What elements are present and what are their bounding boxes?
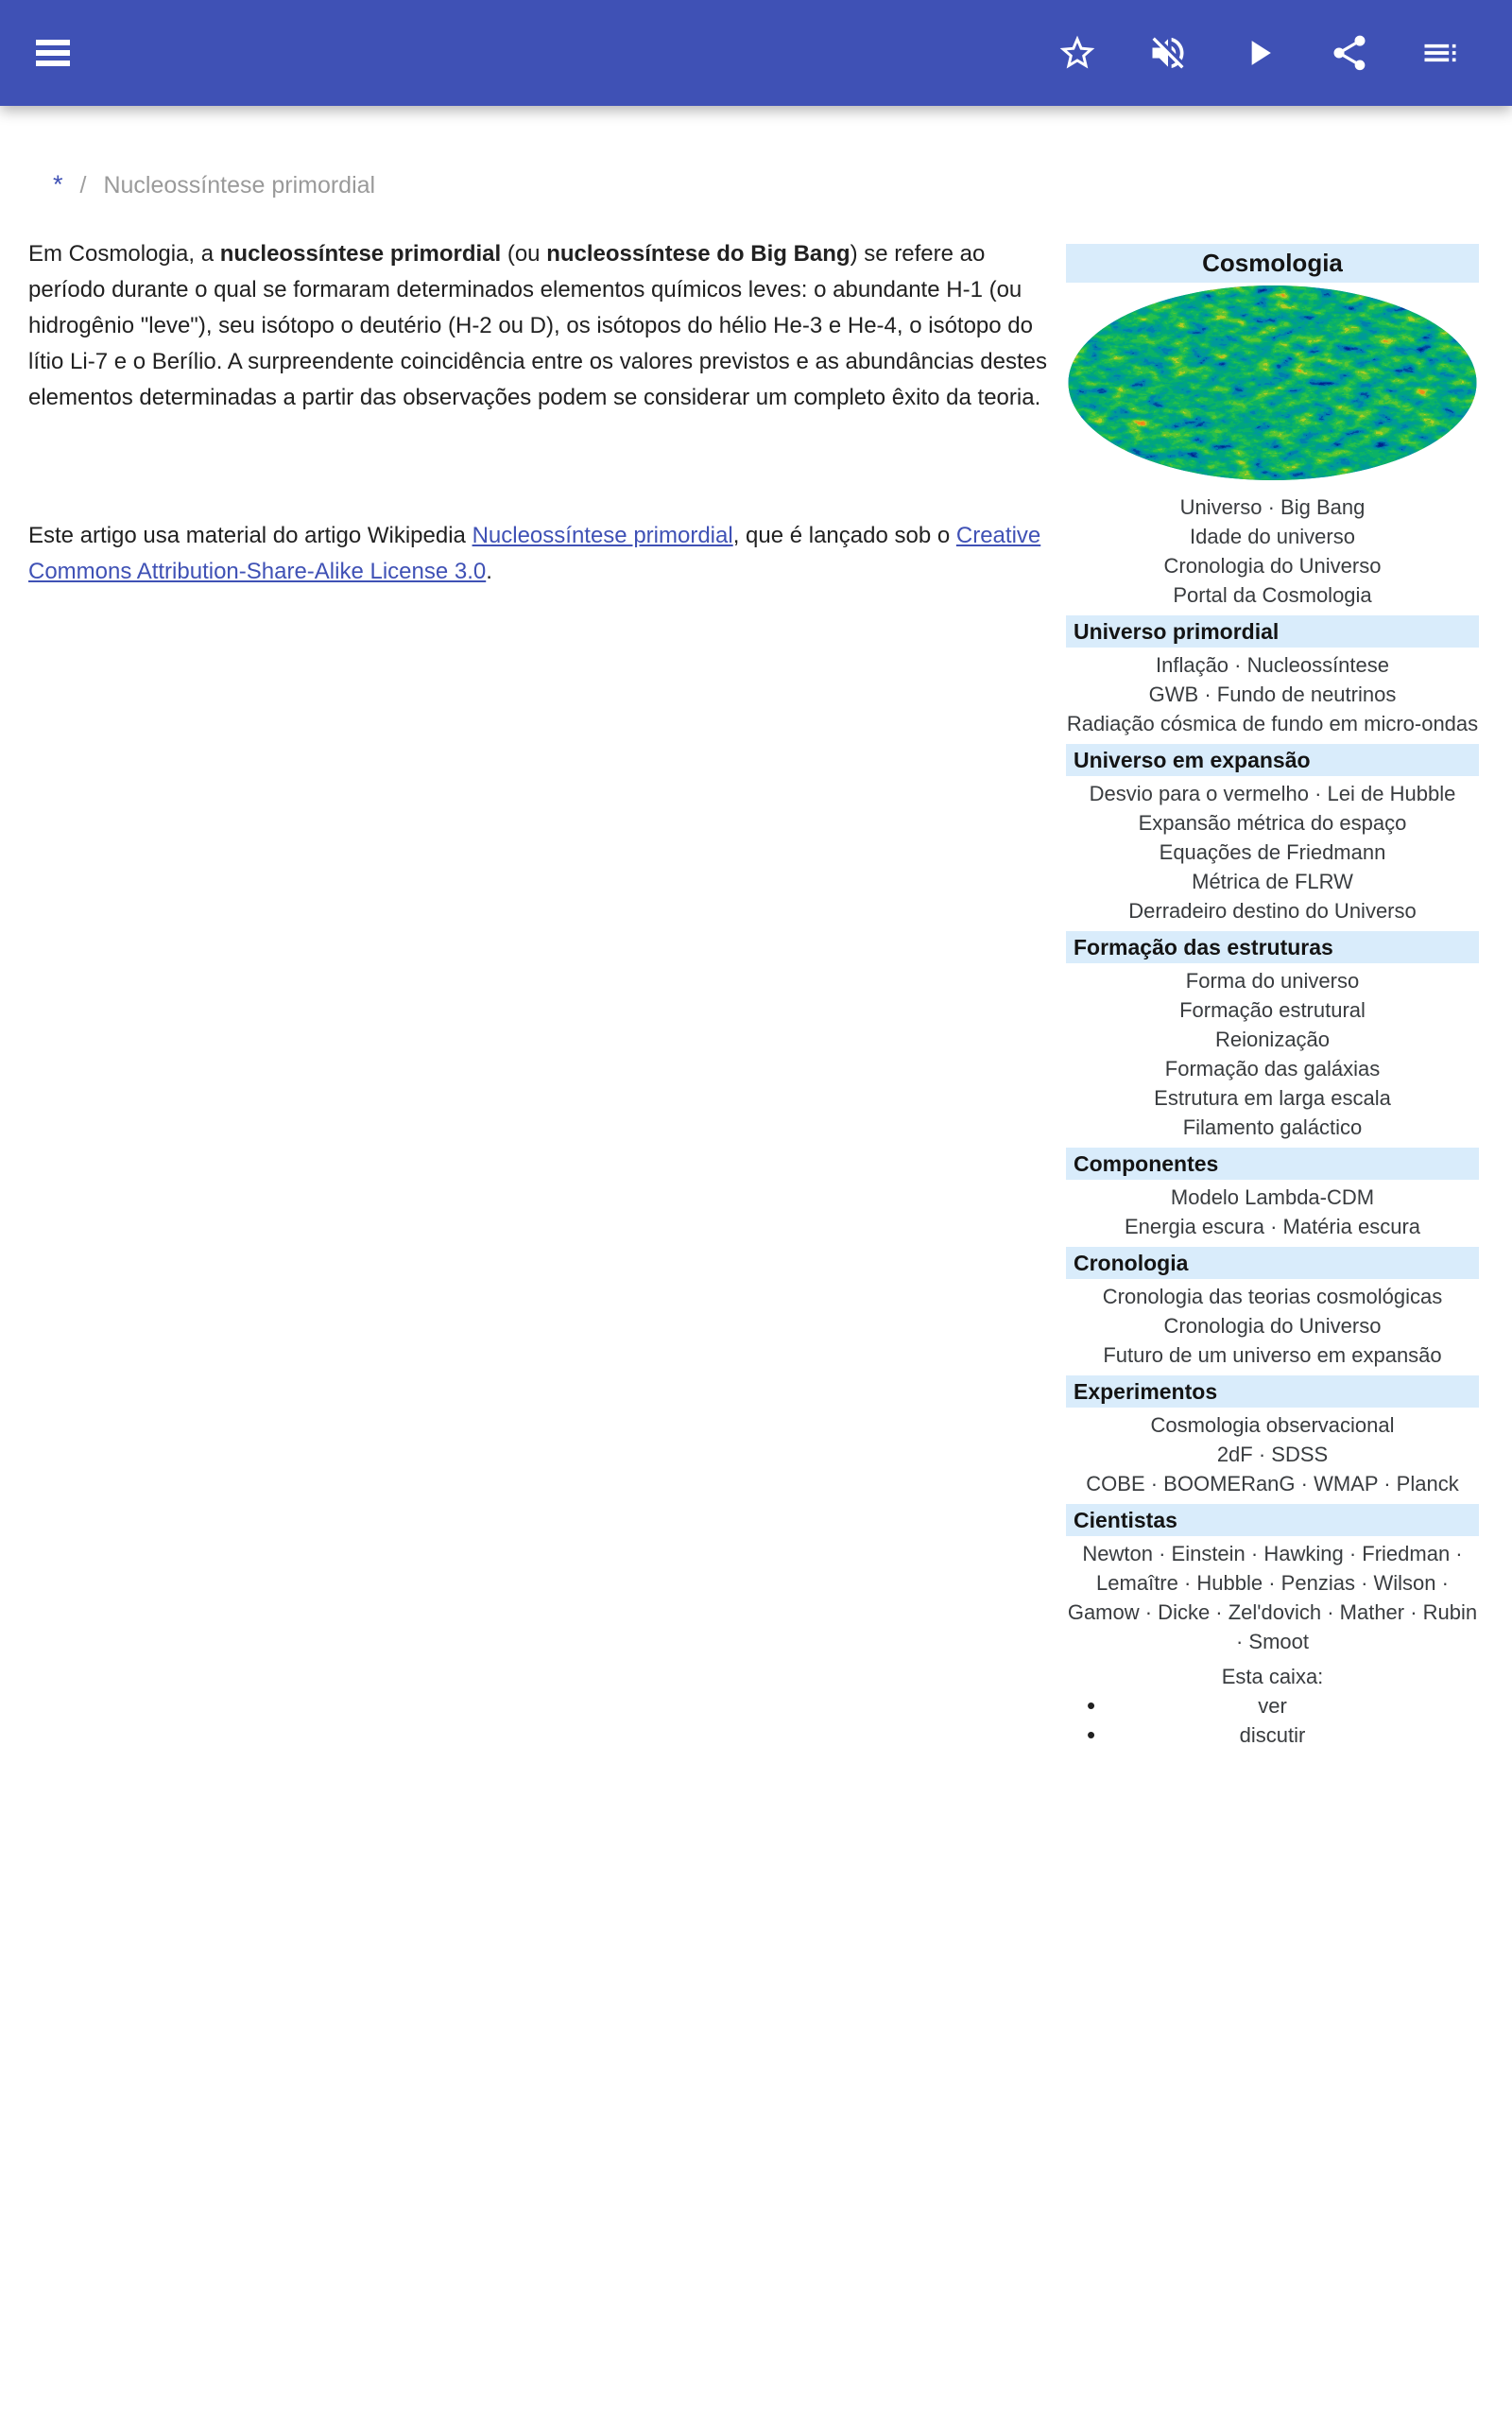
share-icon bbox=[1329, 32, 1370, 74]
paragraph-text: Em Cosmologia, a bbox=[28, 241, 220, 267]
infobox-footer-item-discutir[interactable]: • discutir bbox=[1066, 1720, 1479, 1750]
mute-button[interactable] bbox=[1147, 32, 1189, 74]
sidebar-link-line[interactable]: GWB · Fundo de neutrinos bbox=[1148, 683, 1397, 706]
sidebar-link-line[interactable]: Energia escura · Matéria escura bbox=[1124, 1215, 1421, 1238]
favorite-button[interactable] bbox=[1057, 32, 1098, 74]
sidebar-link-line[interactable]: Modelo Lambda-CDM bbox=[1170, 1185, 1375, 1209]
menu-button[interactable] bbox=[36, 40, 70, 66]
sidebar-link-line[interactable]: Newton · Einstein · Hawking · Friedman · Lemaître · Hubble · Penzias · Wilson · Gamow · Dicke · Zel'dovich · Mather · Rubin · Smoot bbox=[1067, 1542, 1478, 1653]
sidebar-link-line[interactable]: Equações de Friedmann bbox=[1159, 840, 1386, 864]
sidebar-link-line[interactable]: Derradeiro destino do Universo bbox=[1128, 899, 1417, 923]
play-button[interactable] bbox=[1238, 32, 1280, 74]
breadcrumb-separator: / bbox=[79, 172, 87, 199]
sidebar-link-line[interactable]: Cosmologia observacional bbox=[1150, 1413, 1395, 1437]
wikipedia-article-link[interactable]: Nucleossíntese primordial bbox=[472, 523, 733, 548]
sidebar-link-line[interactable]: Métrica de FLRW bbox=[1192, 870, 1353, 893]
section-header-universo-primordial: Universo primordial bbox=[1066, 615, 1479, 648]
sidebar-link-line[interactable]: Portal da Cosmologia bbox=[1173, 583, 1372, 607]
license-link[interactable]: Creative Commons Attribution-Share-Alike License 3.0 bbox=[28, 523, 1041, 584]
sidebar-link-line[interactable]: Desvio para o vermelho · Lei de Hubble bbox=[1089, 782, 1456, 805]
cmb-map-image bbox=[1066, 283, 1479, 483]
sidebar-link-line[interactable]: Cronologia do Universo bbox=[1163, 1314, 1382, 1338]
sidebar-link-line[interactable]: COBE · BOOMERanG · WMAP · Planck bbox=[1086, 1472, 1459, 1495]
sidebar-link-line[interactable]: Cronologia das teorias cosmológicas bbox=[1102, 1285, 1443, 1308]
app-bar bbox=[0, 0, 1512, 106]
toc-icon bbox=[1419, 32, 1461, 74]
sidebar-link-line[interactable]: Forma do universo bbox=[1185, 969, 1360, 993]
play-icon bbox=[1238, 32, 1280, 74]
section-header-universo-em-expansao: Universo em expansão bbox=[1066, 744, 1479, 776]
section-header-experimentos: Experimentos bbox=[1066, 1375, 1479, 1408]
section-header-formacao-das-estruturas: Formação das estruturas bbox=[1066, 931, 1479, 963]
cosmology-infobox bbox=[1066, 244, 1479, 1750]
sidebar-link-line[interactable]: Universo · Big Bang bbox=[1179, 495, 1366, 519]
article-paragraph: Em Cosmologia, a nucleossíntese primordial (ou nucleossíntese do Big Bang) se refere ao período durante o qual se formaram determinados elementos químicos leves: o abundante H-1 (ou hidrogênio "leve"), seu isótopo o deutério (H-2 ou D), os isótopos do hélio He-3 e He-4, o isótopo do lítio Li-7 e o Berílio. A surpreendente coincidência entre os valores previstos e as abundâncias destes elementos determinadas a partir das observações podem se considerar um completo êxito da teoria. bbox=[28, 241, 1047, 410]
infobox-footer-item-ver[interactable]: • ver bbox=[1066, 1691, 1479, 1720]
star-outline-icon bbox=[1057, 32, 1098, 74]
license-paragraph: Este artigo usa material do artigo Wikipedia Nucleossíntese primordial, que é lançado sob o Creative Commons Attribution-Share-Alike License 3.0. bbox=[28, 523, 1041, 584]
sidebar-link-line[interactable]: Expansão métrica do espaço bbox=[1138, 811, 1407, 835]
breadcrumb bbox=[53, 170, 375, 199]
sidebar-link-line[interactable]: Futuro de um universo em expansão bbox=[1103, 1343, 1442, 1367]
breadcrumb-home-link[interactable]: * bbox=[53, 170, 63, 199]
volume-off-icon bbox=[1147, 32, 1189, 74]
share-button[interactable] bbox=[1329, 32, 1370, 74]
page-title: Nucleossíntese primordial bbox=[103, 172, 376, 199]
appbar-actions bbox=[1057, 32, 1461, 74]
infobox-footer-label: Esta caixa: bbox=[1221, 1665, 1324, 1688]
infobox-top-links bbox=[1066, 493, 1479, 610]
sidebar-link-line[interactable]: Idade do universo bbox=[1190, 525, 1355, 548]
section-header-cronologia: Cronologia bbox=[1066, 1247, 1479, 1279]
section-header-cientistas: Cientistas bbox=[1066, 1504, 1479, 1536]
sidebar-link-line[interactable]: Cronologia do Universo bbox=[1163, 554, 1382, 578]
bold-term: nucleossíntese primordial bbox=[219, 241, 502, 267]
sidebar-link-line[interactable]: Formação das galáxias bbox=[1164, 1057, 1381, 1080]
sidebar-link-line[interactable]: Inflação · Nucleossíntese bbox=[1155, 653, 1390, 677]
section-header-componentes: Componentes bbox=[1066, 1148, 1479, 1180]
hamburger-icon bbox=[36, 40, 70, 45]
sidebar-link-line[interactable]: Filamento galáctico bbox=[1182, 1115, 1363, 1139]
infobox-title: Cosmologia bbox=[1066, 244, 1479, 283]
sidebar-link-line[interactable]: Estrutura em larga escala bbox=[1154, 1086, 1391, 1110]
sidebar-link-line[interactable]: Radiação cósmica de fundo em micro-ondas bbox=[1066, 712, 1479, 735]
contents-button[interactable] bbox=[1419, 32, 1461, 74]
bold-term: nucleossíntese do Big Bang bbox=[546, 241, 850, 267]
sidebar-link-line[interactable]: Formação estrutural bbox=[1179, 998, 1366, 1022]
sidebar-link-line[interactable]: 2dF · SDSS bbox=[1216, 1443, 1329, 1466]
sidebar-link-line[interactable]: Reionização bbox=[1214, 1028, 1331, 1051]
infobox-footer-list bbox=[1066, 1691, 1479, 1750]
